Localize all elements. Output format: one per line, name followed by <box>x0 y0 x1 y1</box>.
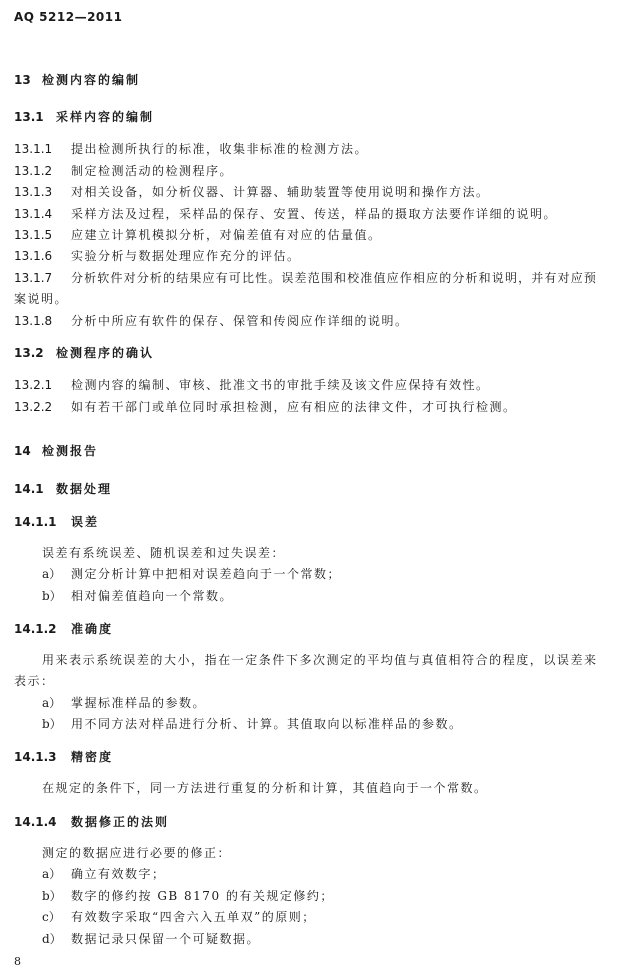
paragraph-14-1-3: 在规定的条件下，同一方法进行重复的分析和计算，其值趋向于一个常数。 <box>42 781 488 795</box>
section-heading-14: 14 检测报告 <box>14 444 99 458</box>
list-item-b-14-1-2: b） 用不同方法对样品进行分析、计算。其值取向以标准样品的参数。 <box>42 717 463 731</box>
paragraph-14-1-2-continued: 表示： <box>14 674 55 688</box>
list-item-a-14-1-1: a） 测定分析计算中把相对误差趋向于一个常数； <box>42 567 342 581</box>
section-heading-13-1: 13.1 采样内容的编制 <box>14 110 155 124</box>
clause-13-1-2: 13.1.2 制定检测活动的检测程序。 <box>14 164 234 178</box>
list-item-d-14-1-4: d） 数据记录只保留一个可疑数据。 <box>42 932 261 946</box>
clause-13-1-6: 13.1.6 实验分析与数据处理应作充分的评估。 <box>14 249 301 263</box>
list-item-b-14-1-1: b） 相对偏差值趋向一个常数。 <box>42 589 234 603</box>
clause-13-1-5: 13.1.5 应建立计算机模拟分析，对偏差值有对应的估量值。 <box>14 228 382 242</box>
list-item-c-14-1-4: c） 有效数字采取“四舍六入五单双”的原则； <box>42 910 316 924</box>
section-heading-14-1-4: 14.1.4 数据修正的法则 <box>14 815 170 829</box>
clause-13-1-8: 13.1.8 分析中所应有软件的保存、保管和传阅应作详细的说明。 <box>14 314 409 328</box>
clause-13-1-4: 13.1.4 采样方法及过程，采样品的保存、安置、传送，样品的摄取方法要作详细的说明。 <box>14 207 558 221</box>
list-item-b-14-1-4: b） 数字的修约按 GB 8170 的有关规定修约； <box>42 889 334 903</box>
page-number: 8 <box>14 955 21 968</box>
section-heading-14-1-3: 14.1.3 精密度 <box>14 750 114 764</box>
section-heading-13: 13 检测内容的编制 <box>14 73 141 87</box>
document-header: AQ 5212—2011 <box>14 10 123 24</box>
clause-13-1-3: 13.1.3 对相关设备，如分析仪器、计算器、辅助装置等使用说明和操作方法。 <box>14 185 490 199</box>
section-heading-14-1-1: 14.1.1 误差 <box>14 515 100 529</box>
list-item-a-14-1-2: a） 掌握标准样品的参数。 <box>42 696 207 710</box>
section-heading-14-1: 14.1 数据处理 <box>14 482 113 496</box>
clause-13-1-7: 13.1.7 分析软件对分析的结果应有可比性。误差范围和校准值应作相应的分析和说明，并有对应预 <box>14 271 598 285</box>
paragraph-14-1-4: 测定的数据应进行必要的修正： <box>42 846 232 860</box>
clause-13-2-1: 13.2.1 检测内容的编制、审核、批准文书的审批手续及该文件应保持有效性。 <box>14 378 490 392</box>
section-heading-14-1-2: 14.1.2 准确度 <box>14 622 114 636</box>
paragraph-14-1-2: 用来表示系统误差的大小，指在一定条件下多次测定的平均值与真值相符合的程度，以误差来 <box>42 653 598 667</box>
clause-13-1-1: 13.1.1 提出检测所执行的标准，收集非标准的检测方法。 <box>14 142 369 156</box>
clause-13-2-2: 13.2.2 如有若干部门或单位同时承担检测，应有相应的法律文件，才可执行检测。 <box>14 400 517 414</box>
list-item-a-14-1-4: a） 确立有效数字； <box>42 867 166 881</box>
section-heading-13-2: 13.2 检测程序的确认 <box>14 346 155 360</box>
clause-13-1-7-continued: 案说明。 <box>14 292 69 306</box>
paragraph-14-1-1: 误差有系统误差、随机误差和过失误差： <box>42 546 286 560</box>
